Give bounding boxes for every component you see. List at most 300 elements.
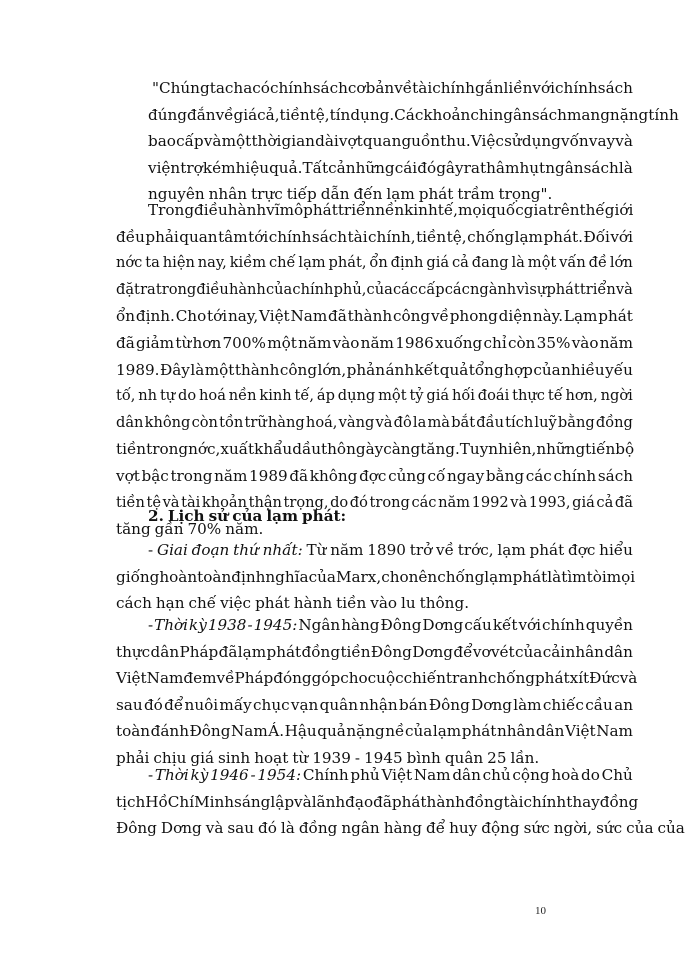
- word: kiềm: [229, 254, 267, 271]
- word: 1954:: [257, 766, 302, 784]
- word: Đối: [583, 228, 610, 246]
- word: Hồ: [145, 793, 168, 811]
- word: thứ: [233, 541, 259, 559]
- word: ánh: [385, 361, 415, 379]
- word: 700%: [222, 334, 266, 352]
- word: cầu: [585, 696, 613, 714]
- word: hơn: [192, 334, 222, 352]
- word: sử: [504, 132, 522, 150]
- word: Nam: [230, 722, 268, 740]
- word: làm: [513, 696, 542, 714]
- word: vào: [332, 334, 360, 352]
- word: gần: [154, 520, 184, 538]
- word: lần.: [510, 749, 540, 767]
- word: của: [626, 819, 654, 837]
- word: ngành: [469, 281, 517, 298]
- word: nhận: [359, 696, 398, 714]
- word: năm: [330, 541, 364, 559]
- word: vay: [588, 132, 616, 150]
- word: nhân: [565, 643, 604, 661]
- word: vàng: [338, 414, 375, 431]
- word: diện: [498, 307, 533, 325]
- word: dụng: [337, 387, 376, 404]
- word: tế,: [294, 387, 315, 404]
- word: chỉ: [483, 334, 507, 352]
- word: 35%: [536, 334, 571, 352]
- word: của: [404, 722, 433, 740]
- word: 1989.: [116, 361, 160, 379]
- text-line: [148, 612, 633, 638]
- word: phát: [266, 643, 302, 661]
- word: của: [533, 361, 561, 379]
- word: phong: [449, 307, 498, 325]
- word: sau: [227, 819, 255, 837]
- word: hành: [228, 281, 266, 298]
- word: chính: [555, 79, 598, 97]
- word: an: [614, 696, 633, 714]
- word: vợt: [116, 467, 140, 485]
- text-line: [116, 383, 633, 409]
- word: chính: [268, 228, 312, 246]
- text-line: [116, 718, 633, 744]
- word: định: [390, 254, 424, 271]
- word: toàn: [197, 568, 232, 586]
- word: tranh: [445, 669, 488, 687]
- word: đều: [116, 228, 145, 246]
- word: thành: [234, 361, 280, 379]
- word: nghĩa: [265, 568, 309, 586]
- word: tiền: [116, 494, 145, 511]
- word: -: [148, 541, 154, 559]
- word: đã: [373, 793, 392, 811]
- word: chính,: [368, 228, 416, 246]
- word: chịu: [153, 749, 187, 767]
- word: thành: [347, 307, 393, 325]
- word: quân: [319, 696, 358, 714]
- word: Trong: [148, 201, 195, 219]
- word: Nam: [413, 766, 451, 784]
- word: mô: [279, 201, 304, 219]
- word: nay,: [227, 307, 259, 325]
- word: sáng: [234, 793, 271, 811]
- word: hàng: [267, 414, 305, 431]
- word: giá: [426, 254, 450, 271]
- word: chính: [553, 467, 597, 485]
- word: của: [265, 281, 293, 298]
- word: thông.: [419, 594, 470, 612]
- word: đợc: [568, 541, 596, 559]
- word: trọng".: [498, 185, 553, 203]
- word: tiền: [116, 440, 147, 458]
- word: kết: [414, 361, 440, 379]
- word: phát: [418, 185, 454, 203]
- word: cấu: [464, 616, 492, 634]
- word: Tuy: [459, 440, 489, 458]
- word: hiệu: [235, 159, 269, 177]
- text-line: [116, 330, 633, 356]
- word: đã: [289, 467, 309, 485]
- word: sự: [529, 281, 547, 298]
- word: cấp: [176, 132, 204, 150]
- word: những: [345, 159, 395, 177]
- word: và: [619, 669, 638, 687]
- word: và: [162, 494, 180, 511]
- word: trọng,: [283, 494, 329, 511]
- word: hoàn: [159, 568, 198, 586]
- word: lạm: [432, 722, 462, 740]
- word: do: [330, 494, 349, 511]
- word: đạo: [345, 793, 374, 811]
- word: toàn: [116, 722, 151, 740]
- word: Chí: [167, 793, 195, 811]
- word: Từ: [306, 541, 327, 559]
- word: chiến: [403, 669, 446, 687]
- word: vét: [490, 643, 515, 661]
- word: thực: [116, 643, 151, 661]
- word: kỳ: [189, 616, 207, 634]
- word: nhân: [496, 722, 536, 740]
- word: chính: [432, 79, 475, 97]
- word: và: [615, 281, 633, 298]
- word: ngay: [447, 467, 485, 485]
- word: hoá: [199, 387, 226, 404]
- word: lạm: [514, 228, 543, 246]
- word: và: [205, 819, 224, 837]
- word: Chủ: [601, 766, 633, 784]
- word: sức: [596, 819, 623, 837]
- word: chính: [269, 79, 313, 97]
- word: nền: [375, 201, 405, 219]
- word: những: [536, 440, 586, 458]
- word: mấy: [219, 696, 252, 714]
- word: định.: [135, 307, 175, 325]
- word: và: [294, 793, 312, 811]
- word: khẩu: [254, 440, 293, 458]
- word: phát: [461, 722, 497, 740]
- word: nên: [408, 568, 438, 586]
- word: mọi: [606, 568, 636, 586]
- text-line: [116, 692, 633, 718]
- word: của: [232, 507, 263, 525]
- word: không: [309, 467, 358, 485]
- word: lập: [270, 793, 295, 811]
- word: về: [215, 106, 234, 124]
- word: của: [366, 281, 393, 298]
- word: Dơng: [160, 819, 202, 837]
- word: huy: [449, 819, 478, 837]
- word: cấp: [418, 281, 445, 298]
- word: giới: [604, 201, 634, 219]
- word: sách: [311, 228, 348, 246]
- word: hoạt: [254, 749, 289, 767]
- word: tài: [347, 228, 368, 246]
- word: giá: [233, 106, 258, 124]
- word: Nam: [596, 722, 633, 740]
- word: dân: [604, 643, 633, 661]
- word: ta: [209, 79, 225, 97]
- word: dân: [116, 414, 144, 431]
- word: chi: [470, 106, 494, 124]
- word: nớc: [116, 254, 143, 271]
- word: và: [203, 132, 222, 150]
- word: bao: [148, 132, 176, 150]
- word: mang: [566, 106, 610, 124]
- word: hành: [426, 793, 465, 811]
- word: ngân: [493, 106, 532, 124]
- word: vạn: [290, 696, 319, 714]
- word: và: [510, 494, 528, 511]
- word: hàng: [383, 819, 423, 837]
- word: quả.: [269, 159, 303, 177]
- word: đó: [258, 819, 277, 837]
- word: trong: [170, 467, 213, 485]
- word: năm: [360, 334, 394, 352]
- word: đó: [143, 696, 163, 714]
- word: có: [252, 79, 270, 97]
- word: định: [231, 568, 266, 586]
- text-line: [148, 762, 633, 788]
- word: một: [378, 387, 407, 404]
- word: nuôi: [184, 696, 219, 714]
- word: Đông: [189, 722, 231, 740]
- word: giá: [572, 494, 595, 511]
- word: đồng: [464, 793, 504, 811]
- word: tâm: [218, 228, 248, 246]
- word: khoản: [423, 106, 471, 124]
- word: vào: [370, 594, 398, 612]
- word: trở: [409, 541, 433, 559]
- word: phủ: [350, 766, 380, 784]
- word: Đông: [116, 819, 157, 837]
- text-line: [116, 815, 685, 841]
- word: đề: [588, 254, 607, 271]
- word: về: [216, 669, 235, 687]
- word: là: [618, 159, 633, 177]
- word: lu: [401, 594, 416, 612]
- word: tới: [248, 228, 269, 246]
- word: đó: [417, 159, 437, 177]
- word: tế,: [437, 201, 459, 219]
- word: 1946: [210, 766, 249, 784]
- word: -: [250, 766, 256, 784]
- word: để: [164, 696, 184, 714]
- text-line: [116, 224, 633, 250]
- word: thay: [566, 793, 600, 811]
- word: về: [394, 79, 413, 97]
- text-line: [148, 197, 633, 223]
- word: đã: [218, 643, 238, 661]
- word: tài: [503, 793, 524, 811]
- word: còn: [191, 414, 218, 431]
- word: kỳ: [190, 766, 209, 784]
- word: chính: [523, 793, 567, 811]
- word: xuất: [220, 440, 255, 458]
- word: với: [518, 616, 542, 634]
- word: này.: [532, 307, 564, 325]
- word: nớc,: [188, 440, 221, 458]
- word: nguyên: [148, 185, 205, 203]
- word: dân: [150, 643, 180, 661]
- word: đánh: [150, 722, 189, 740]
- word: triển: [579, 281, 616, 298]
- word: quả: [317, 722, 346, 740]
- word: chục: [253, 696, 290, 714]
- page-number: 10: [535, 905, 546, 917]
- word: -: [148, 616, 154, 634]
- word: trong: [155, 281, 197, 298]
- word: tệ,: [446, 228, 467, 246]
- text-line: [116, 357, 633, 383]
- word: nền: [228, 387, 257, 404]
- text-line: [116, 303, 633, 329]
- word: công: [279, 361, 318, 379]
- word: từ: [292, 749, 309, 767]
- word: các: [392, 281, 418, 298]
- word: để: [426, 819, 446, 837]
- word: dầu: [292, 440, 322, 458]
- word: đồng: [595, 414, 633, 431]
- word: Cho: [175, 307, 207, 325]
- word: trợ: [180, 159, 203, 177]
- word: xít: [569, 669, 590, 687]
- word: tài: [181, 494, 201, 511]
- word: đã: [116, 334, 135, 352]
- word: hoá,: [305, 414, 338, 431]
- word: lạm: [266, 507, 299, 525]
- word: 1945:: [253, 616, 298, 634]
- word: thế: [579, 201, 605, 219]
- word: bình: [406, 749, 441, 767]
- word: Minh: [194, 793, 235, 811]
- word: trớc,: [457, 541, 494, 559]
- word: gắn: [474, 79, 504, 97]
- word: càng: [383, 440, 421, 458]
- word: của: [308, 568, 336, 586]
- word: cha: [224, 79, 253, 97]
- word: năm: [214, 467, 248, 485]
- word: năm.: [225, 520, 264, 538]
- word: quốc: [486, 201, 524, 219]
- word: ngày: [346, 440, 384, 458]
- word: kém: [202, 159, 236, 177]
- word: đặt: [116, 281, 140, 298]
- word: kết: [492, 616, 518, 634]
- word: vợt: [338, 132, 363, 150]
- word: Thời: [154, 766, 189, 784]
- word: phủ,: [333, 281, 367, 298]
- word: la: [412, 414, 427, 431]
- word: các: [444, 281, 470, 298]
- word: phát: [512, 568, 548, 586]
- word: ngời,: [553, 819, 593, 837]
- word: phải: [145, 228, 179, 246]
- word: cả: [451, 254, 469, 271]
- word: tài: [412, 79, 433, 97]
- word: giống: [116, 568, 160, 586]
- text-line: [116, 410, 633, 436]
- word: một: [527, 254, 557, 271]
- word: tiền: [336, 594, 367, 612]
- word: thâm: [480, 159, 520, 177]
- word: đắn: [187, 106, 216, 124]
- word: trên: [547, 201, 580, 219]
- word: sách: [597, 79, 633, 97]
- word: Giai: [156, 541, 188, 559]
- word: cả: [328, 159, 346, 177]
- word: sách: [531, 106, 567, 124]
- word: sách: [312, 79, 348, 97]
- word: 25: [487, 749, 507, 767]
- word: phát: [534, 669, 570, 687]
- word: tịch: [116, 793, 146, 811]
- word: tố,: [116, 387, 136, 404]
- word: cải: [542, 643, 566, 661]
- word: sau: [116, 696, 143, 714]
- word: cách: [116, 594, 152, 612]
- word: cơ: [347, 79, 366, 97]
- word: cả: [596, 494, 614, 511]
- word: và: [375, 414, 393, 431]
- word: ngân: [341, 819, 380, 837]
- word: và: [615, 132, 633, 150]
- word: thận: [248, 494, 282, 511]
- word: chống: [437, 568, 485, 586]
- text-line: [152, 75, 633, 101]
- word: Đông: [370, 643, 412, 661]
- word: tính: [648, 106, 679, 124]
- word: bộ: [615, 440, 635, 458]
- word: Nam: [290, 307, 328, 325]
- word: tệ: [146, 494, 161, 511]
- text-line: [116, 665, 638, 691]
- word: sức: [523, 819, 550, 837]
- word: cho: [340, 669, 368, 687]
- word: phát: [546, 281, 580, 298]
- word: tích: [505, 414, 534, 431]
- word: của: [657, 819, 685, 837]
- word: dẫn: [320, 185, 350, 203]
- word: cả,: [257, 106, 280, 124]
- word: ổn: [116, 307, 136, 325]
- word: Đây: [159, 361, 190, 379]
- word: hành: [293, 594, 333, 612]
- word: vào: [571, 334, 599, 352]
- text-line: [116, 436, 633, 462]
- word: quả: [439, 361, 469, 379]
- word: kinh: [259, 387, 292, 404]
- word: đồng: [298, 819, 338, 837]
- word: do: [581, 766, 600, 784]
- word: hoà: [551, 766, 580, 784]
- word: nh: [138, 387, 158, 404]
- word: lạm: [497, 541, 526, 559]
- word: thô: [321, 440, 347, 458]
- word: đoạn: [191, 541, 230, 559]
- word: về: [436, 541, 454, 559]
- word: lạm: [298, 254, 326, 271]
- word: nhất:: [262, 541, 303, 559]
- word: quan: [179, 228, 218, 246]
- word: phát,: [328, 254, 367, 271]
- word: ra: [140, 281, 156, 298]
- word: ta: [145, 254, 160, 271]
- word: sinh: [218, 749, 251, 767]
- word: là: [547, 568, 562, 586]
- word: thu.: [440, 132, 471, 150]
- word: áp: [316, 387, 335, 404]
- word: bằng: [485, 467, 525, 485]
- word: chiếc: [542, 696, 584, 714]
